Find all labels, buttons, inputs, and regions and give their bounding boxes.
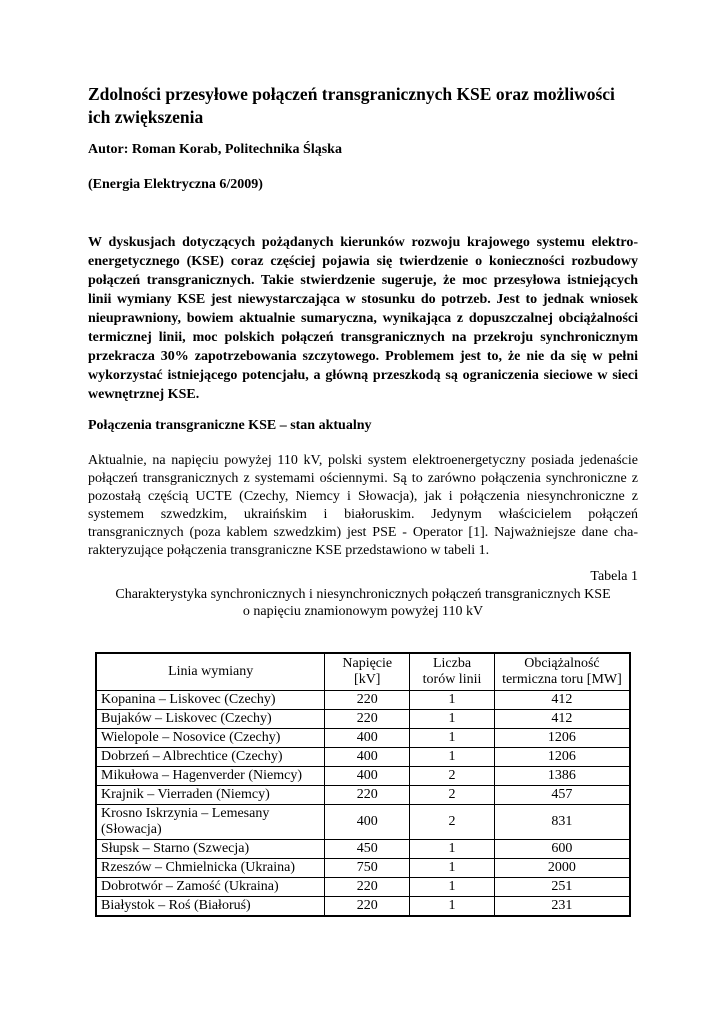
cell-circuits: 1	[410, 859, 495, 878]
table-row	[96, 878, 630, 897]
cell-circuits: 1	[410, 748, 495, 767]
cell-voltage: 400	[325, 767, 410, 786]
cell-voltage: 220	[325, 786, 410, 805]
table-row	[96, 729, 630, 748]
header-voltage: Napięcie [kV]	[325, 653, 410, 691]
table-row	[96, 897, 630, 917]
interconnections-table	[95, 652, 631, 917]
cell-circuits: 2	[410, 805, 495, 840]
cell-circuits: 1	[410, 691, 495, 710]
cell-line-name: Mikułowa – Hagenverder (Niemcy)	[96, 767, 325, 786]
cell-voltage: 400	[325, 805, 410, 840]
cell-circuits: 2	[410, 786, 495, 805]
cell-circuits: 1	[410, 729, 495, 748]
cell-circuits: 1	[410, 710, 495, 729]
table-caption-line-1: Charakterystyka synchronicznych i niesynchronicznych połączeń transgranicznych KSE	[115, 587, 611, 602]
cell-capacity: 412	[494, 710, 630, 729]
cell-capacity: 457	[494, 786, 630, 805]
cell-line-name: Rzeszów – Chmielnicka (Ukraina)	[96, 859, 325, 878]
cell-voltage: 400	[325, 729, 410, 748]
cell-capacity: 1206	[494, 729, 630, 748]
source-citation: (Energia Elektryczna 6/2009)	[88, 177, 263, 192]
cell-capacity: 2000	[494, 859, 630, 878]
cell-voltage: 400	[325, 748, 410, 767]
table-row	[96, 805, 630, 840]
cell-capacity: 1386	[494, 767, 630, 786]
table-row	[96, 786, 630, 805]
table-row	[96, 748, 630, 767]
section-paragraph: Aktualnie, na napięciu powyżej 110 kV, polski system elektroenergetyczny posiada jedenaście połączeń transgranicznych z systemami ościennymi. Są to zarówno połączenia synchroniczne z pozostałą częścią UCTE (Czechy, Niemcy i Słowacja), jak i połączenia niesynchroniczne z systemem szwedzkim, ukraińskim i białoruskim. Jedynym właścicielem połączeń transgranicznych (poza kablem szwedzkim) jest PSE - Operator [1]. Najważniejsze dane charakteryzujące połączenia transgraniczne KSE przedstawiono w tabeli 1.	[88, 453, 638, 558]
cell-voltage: 450	[325, 840, 410, 859]
cell-circuits: 1	[410, 878, 495, 897]
cell-line-name: Bujaków – Liskovec (Czechy)	[96, 710, 325, 729]
cell-line-name: Białystok – Roś (Białoruś)	[96, 897, 325, 917]
document-title: Zdolności przesyłowe połączeń transgranicznych KSE oraz możliwości ich zwiększenia	[88, 84, 615, 127]
cell-line-name: Wielopole – Nosovice (Czechy)	[96, 729, 325, 748]
cell-circuits: 1	[410, 840, 495, 859]
cell-voltage: 750	[325, 859, 410, 878]
cell-capacity: 1206	[494, 748, 630, 767]
cell-voltage: 220	[325, 691, 410, 710]
header-capacity: Obciążalność termiczna toru [MW]	[494, 653, 630, 691]
cell-line-name: Dobrotwór – Zamość (Ukraina)	[96, 878, 325, 897]
cell-capacity: 831	[494, 805, 630, 840]
cell-line-name: Kopanina – Liskovec (Czechy)	[96, 691, 325, 710]
cell-line-name: Krosno Iskrzynia – Lemesany (Słowacja)	[96, 805, 325, 840]
table-row	[96, 840, 630, 859]
table-row	[96, 767, 630, 786]
cell-capacity: 251	[494, 878, 630, 897]
cell-line-name: Krajnik – Vierraden (Niemcy)	[96, 786, 325, 805]
cell-voltage: 220	[325, 897, 410, 917]
table-caption-line-2: o napięciu znamionowym powyżej 110 kV	[242, 604, 484, 619]
cell-circuits: 1	[410, 897, 495, 917]
abstract-paragraph: W dyskusjach dotyczących pożądanych kierunków rozwoju krajowego systemu elektroenergetycznego (KSE) coraz częściej pojawia się twierdzenie o konieczności rozbudowy połączeń transgranicznych. Takie stwierdzenie sugeruje, że moc przesyłowa istniejących linii wymiany KSE jest niewystarczająca w stosunku do potrzeb. Jest to jednak wniosek nieuprawniony, bowiem aktualnie sumaryczna, wynikająca z dopuszczalnej obciążalności termicznej linii, moc polskich połączeń transgranicznych na przekroju synchronicznym przekracza 30% zapotrzebowania szczytowego. Problemem jest to, że nie da się w pełni wykorzystać istniejącego potencjału, a główną przeszkodą są ograniczenia sieciowe w sieci wewnętrznej KSE.	[88, 235, 638, 402]
author-line: Autor: Roman Korab, Politechnika Śląska	[88, 142, 342, 157]
table-row	[96, 710, 630, 729]
header-circuits: Liczba torów linii	[410, 653, 495, 691]
table-caption	[88, 586, 638, 620]
table-row	[96, 691, 630, 710]
cell-capacity: 600	[494, 840, 630, 859]
cell-circuits: 2	[410, 767, 495, 786]
cell-line-name: Dobrzeń – Albrechtice (Czechy)	[96, 748, 325, 767]
table-row	[96, 859, 630, 878]
cell-voltage: 220	[325, 878, 410, 897]
table-label: Tabela 1	[590, 569, 638, 584]
header-line: Linia wymiany	[96, 653, 325, 691]
cell-voltage: 220	[325, 710, 410, 729]
section-heading: Połączenia transgraniczne KSE – stan aktualny	[88, 418, 372, 433]
cell-capacity: 412	[494, 691, 630, 710]
cell-capacity: 231	[494, 897, 630, 917]
cell-line-name: Słupsk – Starno (Szwecja)	[96, 840, 325, 859]
table-header-row	[96, 653, 630, 691]
